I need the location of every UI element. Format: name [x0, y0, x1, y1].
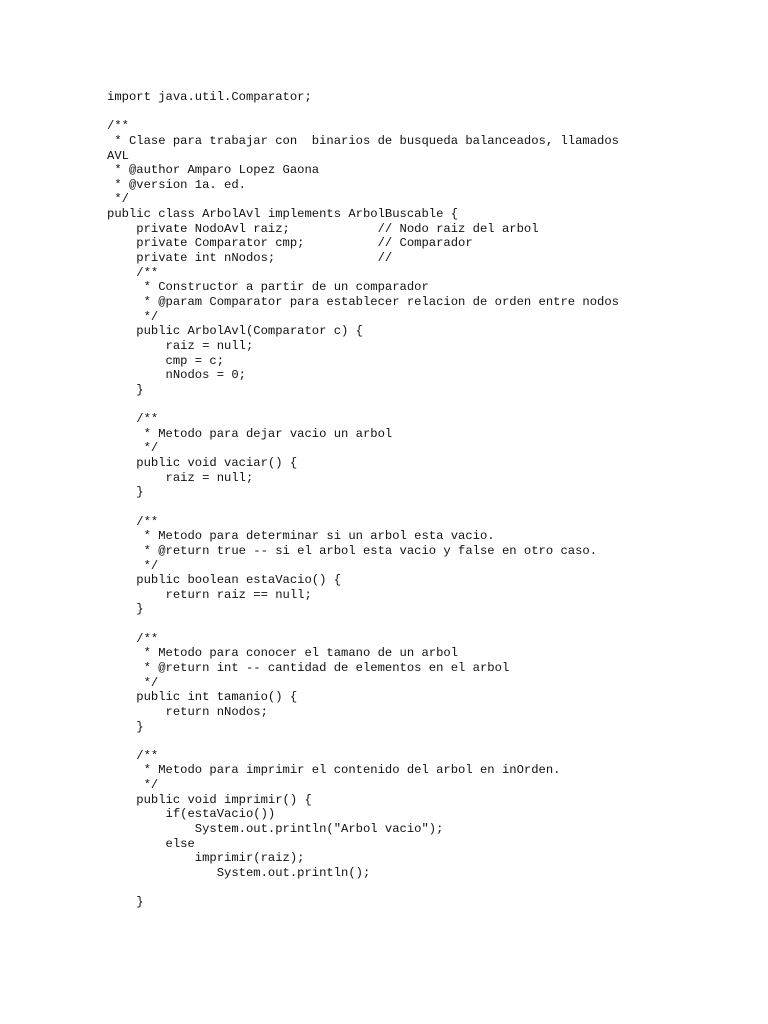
code-line: /**: [107, 748, 159, 763]
code-line: * @return true -- si el arbol esta vacio y false en otro caso.: [107, 543, 598, 558]
code-line: }: [107, 895, 144, 910]
code-line: return raiz == null;: [107, 587, 312, 602]
code-line: /**: [107, 514, 159, 529]
code-line: private Comparator cmp; // Comparador: [107, 236, 473, 251]
code-line: }: [107, 382, 144, 397]
code-line: * @author Amparo Lopez Gaona: [107, 163, 320, 178]
code-line: /**: [107, 412, 159, 427]
code-line: cmp = c;: [107, 353, 225, 368]
code-line: /**: [107, 119, 129, 134]
code-line: * Metodo para dejar vacio un arbol: [107, 426, 393, 441]
code-line: [107, 881, 619, 896]
code-line: * @return int -- cantidad de elementos en el arbol: [107, 660, 510, 675]
code-line: * Clase para trabajar con binarios de busqueda balanceados, llamados: [107, 133, 619, 148]
code-line: else: [107, 836, 195, 851]
code-line: [107, 397, 619, 412]
code-line: * Metodo para determinar si un arbol esta vacio.: [107, 529, 495, 544]
code-line: AVL: [107, 148, 129, 163]
code-line: return nNodos;: [107, 704, 268, 719]
code-line: import java.util.Comparator;: [107, 90, 312, 104]
code-line: private int nNodos; //: [107, 251, 393, 266]
code-listing: [107, 90, 619, 910]
code-line: [107, 105, 619, 120]
code-line: public void vaciar() {: [107, 456, 298, 471]
code-line: */: [107, 558, 159, 573]
code-line: /**: [107, 631, 159, 646]
code-line: * @param Comparator para establecer relacion de orden entre nodos: [107, 294, 619, 309]
code-line: * Constructor a partir de un comparador: [107, 280, 429, 295]
code-line: * Metodo para imprimir el contenido del arbol en inOrden.: [107, 763, 561, 778]
code-line: [107, 617, 619, 632]
code-line: * Metodo para conocer el tamano de un arbol: [107, 646, 459, 661]
code-line: public int tamanio() {: [107, 690, 298, 705]
code-line: }: [107, 485, 144, 500]
code-line: raiz = null;: [107, 338, 254, 353]
code-line: System.out.println("Arbol vacio");: [107, 822, 444, 837]
code-line: if(estaVacio()): [107, 807, 276, 822]
code-line: */: [107, 192, 129, 207]
code-line: * @version 1a. ed.: [107, 177, 246, 192]
code-line: */: [107, 778, 159, 793]
code-line: nNodos = 0;: [107, 368, 246, 383]
code-line: imprimir(raiz);: [107, 851, 305, 866]
code-line: */: [107, 309, 159, 324]
code-line: System.out.println();: [107, 865, 371, 880]
code-line: [107, 500, 619, 515]
code-line: */: [107, 441, 159, 456]
code-line: public void imprimir() {: [107, 792, 312, 807]
code-line: [107, 734, 619, 749]
code-line: public boolean estaVacio() {: [107, 573, 342, 588]
code-line: private NodoAvl raiz; // Nodo raiz del arbol: [107, 221, 539, 236]
code-line: */: [107, 675, 159, 690]
code-line: /**: [107, 265, 159, 280]
code-line: raiz = null;: [107, 470, 254, 485]
code-line: public class ArbolAvl implements ArbolBuscable {: [107, 207, 459, 222]
code-line: }: [107, 719, 144, 734]
code-line: }: [107, 602, 144, 617]
code-line: public ArbolAvl(Comparator c) {: [107, 324, 363, 339]
